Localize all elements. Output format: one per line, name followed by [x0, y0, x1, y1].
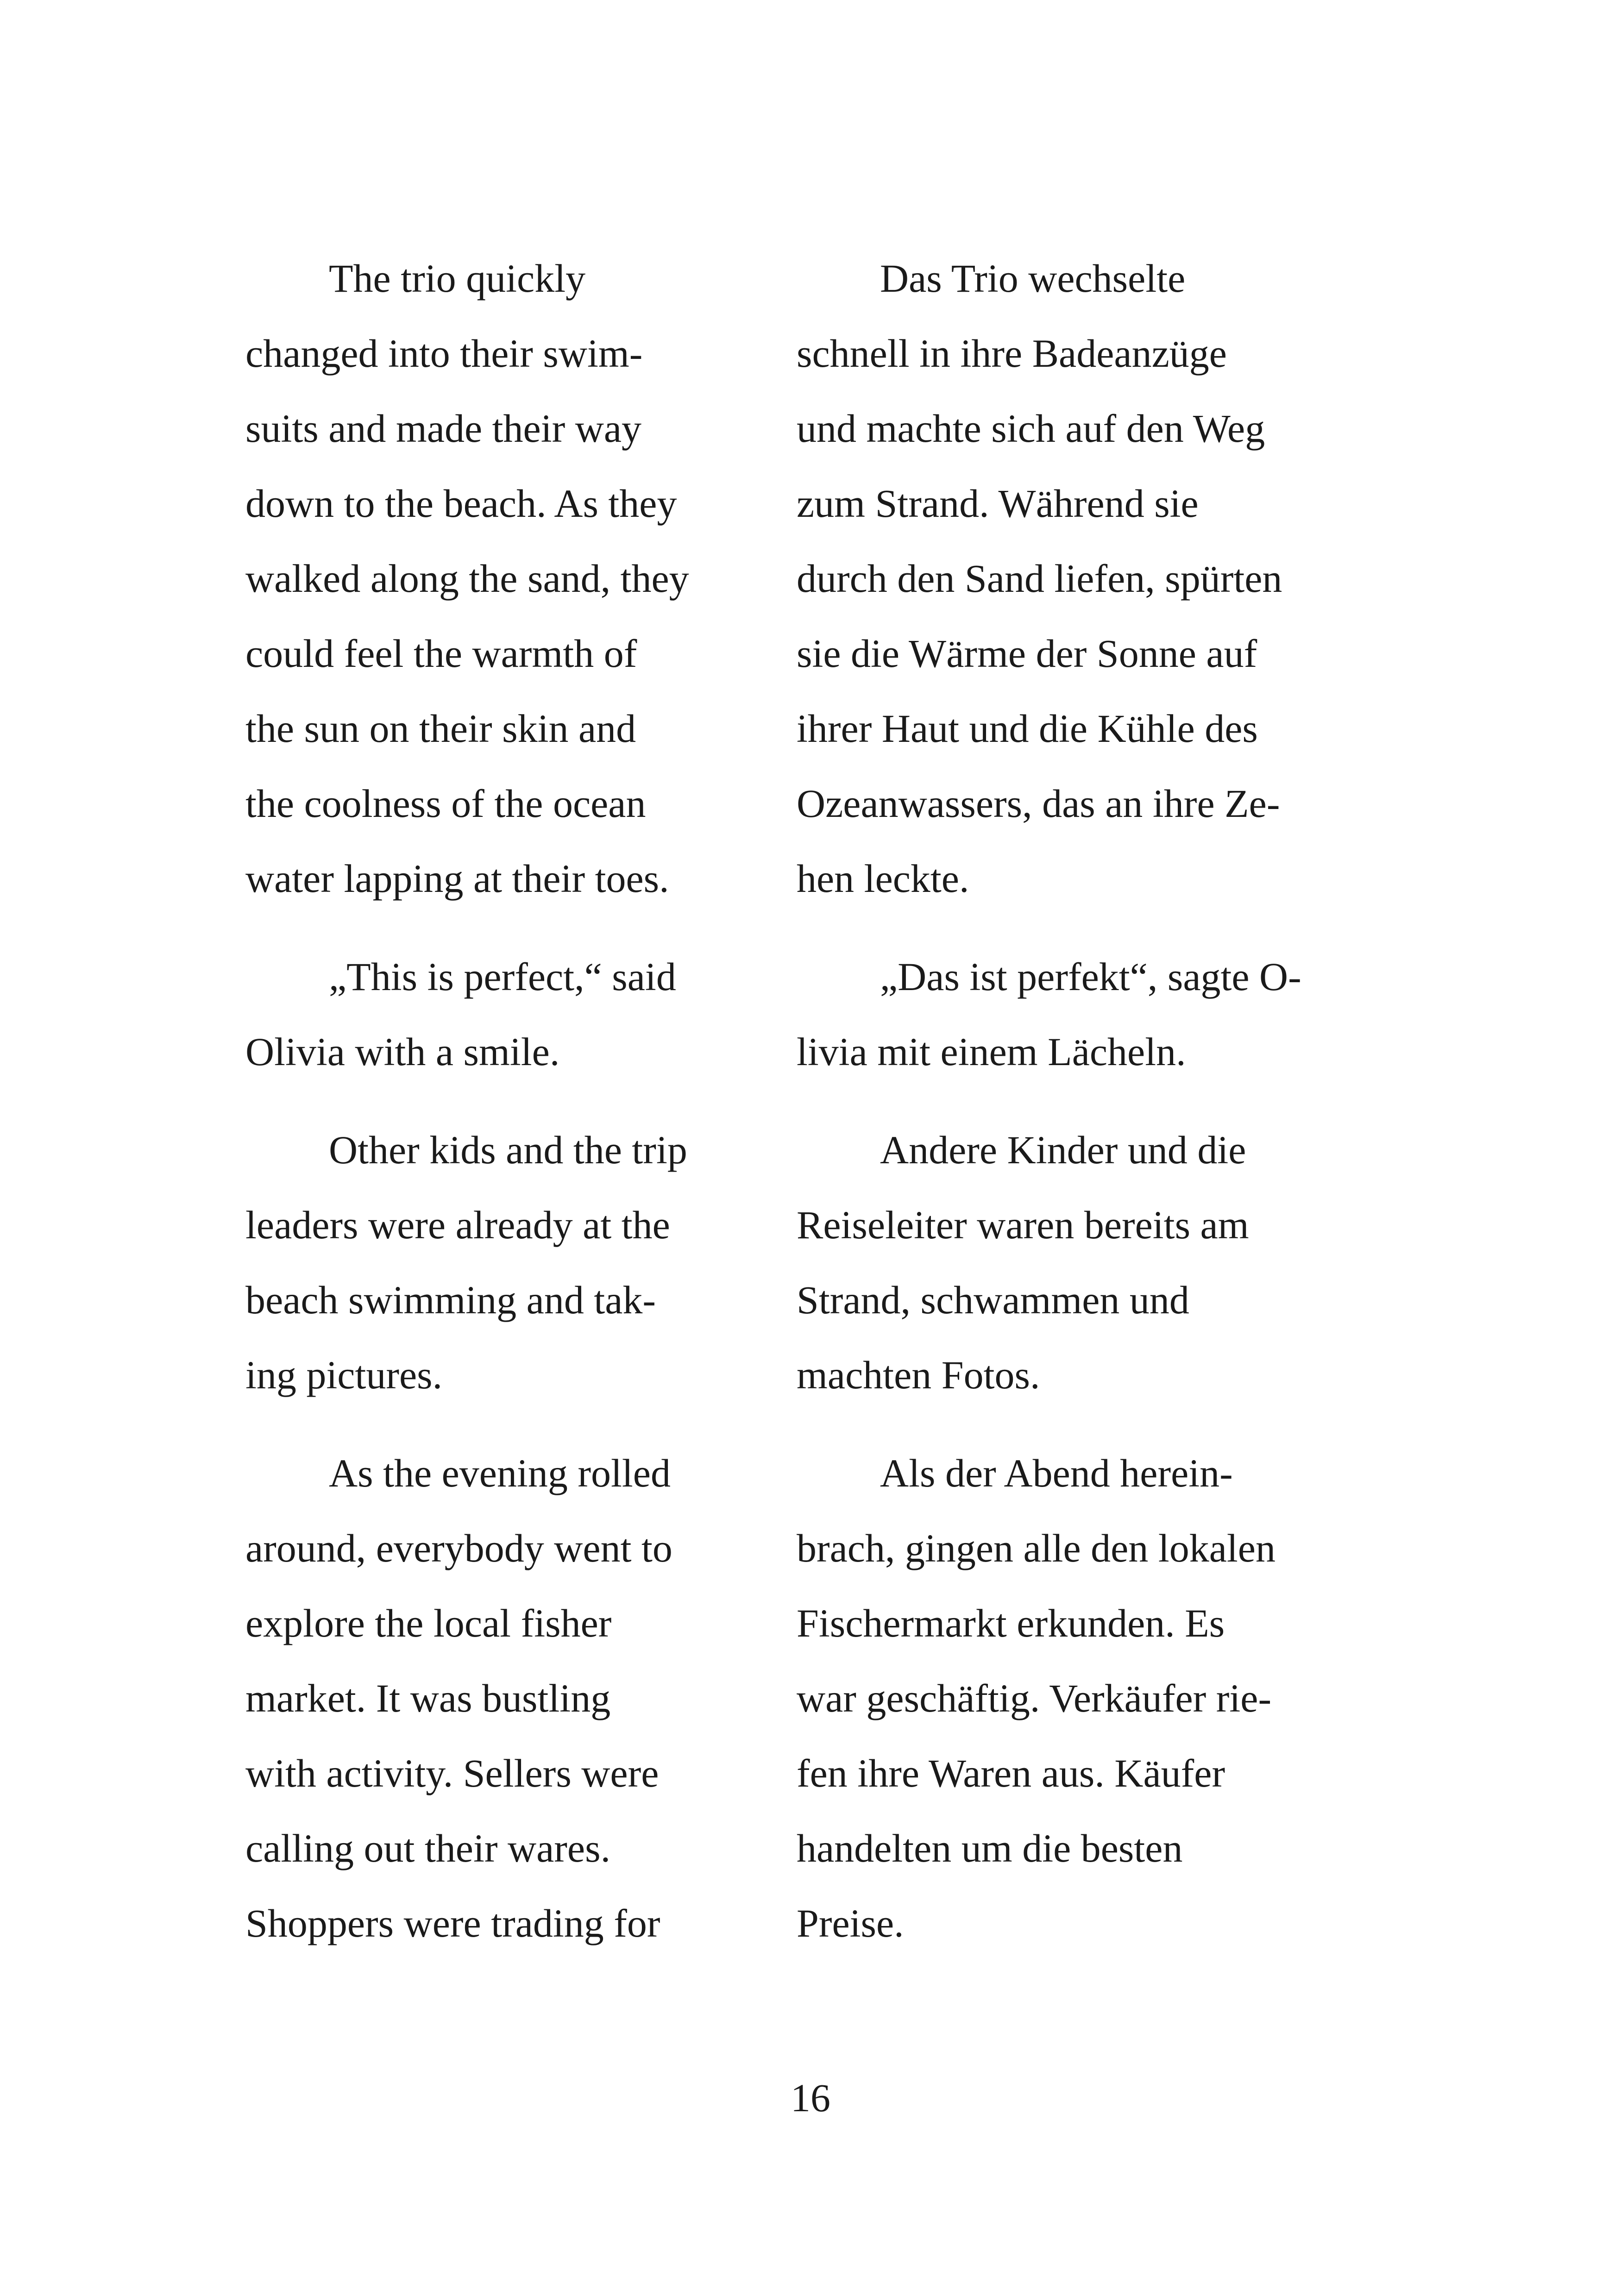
text-line: handelten um die besten	[797, 1826, 1183, 1870]
text-line: the sun on their skin and	[245, 706, 636, 751]
text-line: market. It was bustling	[245, 1676, 611, 1720]
text-line: leaders were already at the	[245, 1203, 670, 1247]
text-line: hen leckte.	[797, 856, 969, 901]
english-paragraph-1	[245, 241, 755, 916]
text-line: down to the beach. As they	[245, 481, 677, 526]
text-line: und machte sich auf den Weg	[797, 406, 1265, 451]
text-line: sie die Wärme der Sonne auf	[797, 631, 1257, 676]
text-line: fen ihre Waren aus. Käufer	[797, 1751, 1225, 1795]
text-line: changed into their swim-	[245, 331, 643, 376]
text-line: Olivia with a smile.	[245, 1029, 560, 1074]
text-line: machten Fotos.	[797, 1353, 1040, 1397]
german-column	[797, 241, 1362, 1961]
german-paragraph-1	[797, 241, 1362, 916]
text-line: Shoppers were trading for	[245, 1901, 660, 1945]
text-line: Ozeanwassers, das an ihre Ze-	[797, 781, 1280, 826]
text-line: water lapping at their toes.	[245, 856, 669, 901]
text-line: ihrer Haut und die Kühle des	[797, 706, 1258, 751]
text-line: war geschäftig. Verkäufer rie-	[797, 1676, 1272, 1720]
text-line: As the evening rolled	[329, 1451, 671, 1495]
page-number: 16	[791, 2076, 830, 2120]
german-paragraph-2	[797, 939, 1362, 1089]
text-line: with activity. Sellers were	[245, 1751, 659, 1795]
text-line: Fischermarkt erkunden. Es	[797, 1601, 1225, 1645]
text-line: ing pictures.	[245, 1353, 443, 1397]
text-line: Other kids and the trip	[329, 1128, 687, 1172]
english-paragraph-4	[245, 1436, 755, 1961]
text-line: calling out their wares.	[245, 1826, 611, 1870]
english-paragraph-3	[245, 1112, 755, 1412]
text-line: schnell in ihre Badeanzüge	[797, 331, 1227, 376]
text-line: walked along the sand, they	[245, 556, 689, 601]
text-line: Strand, schwammen und	[797, 1278, 1189, 1322]
text-line: Als der Abend herein-	[880, 1451, 1233, 1495]
text-line: „Das ist perfekt“, sagte O-	[880, 954, 1301, 999]
text-line: brach, gingen alle den lokalen	[797, 1526, 1275, 1570]
text-line: Reiseleiter waren bereits am	[797, 1203, 1249, 1247]
text-line: around, everybody went to	[245, 1526, 672, 1570]
text-line: suits and made their way	[245, 406, 642, 451]
text-line: Andere Kinder und die	[880, 1128, 1246, 1172]
text-line: durch den Sand liefen, spürten	[797, 556, 1282, 601]
german-paragraph-3	[797, 1112, 1362, 1412]
text-line: livia mit einem Lächeln.	[797, 1029, 1186, 1074]
text-line: beach swimming and tak-	[245, 1278, 656, 1322]
text-line: The trio quickly	[329, 256, 586, 301]
text-line: explore the local fisher	[245, 1601, 612, 1645]
text-line: Preise.	[797, 1901, 904, 1945]
text-line: zum Strand. Während sie	[797, 481, 1199, 526]
text-line: „This is perfect,“ said	[329, 954, 676, 999]
text-line: could feel the warmth of	[245, 631, 637, 676]
english-paragraph-2	[245, 939, 755, 1089]
text-line: Das Trio wechselte	[880, 256, 1186, 301]
english-column	[245, 241, 755, 1961]
text-line: the coolness of the ocean	[245, 781, 646, 826]
german-paragraph-4	[797, 1436, 1362, 1961]
